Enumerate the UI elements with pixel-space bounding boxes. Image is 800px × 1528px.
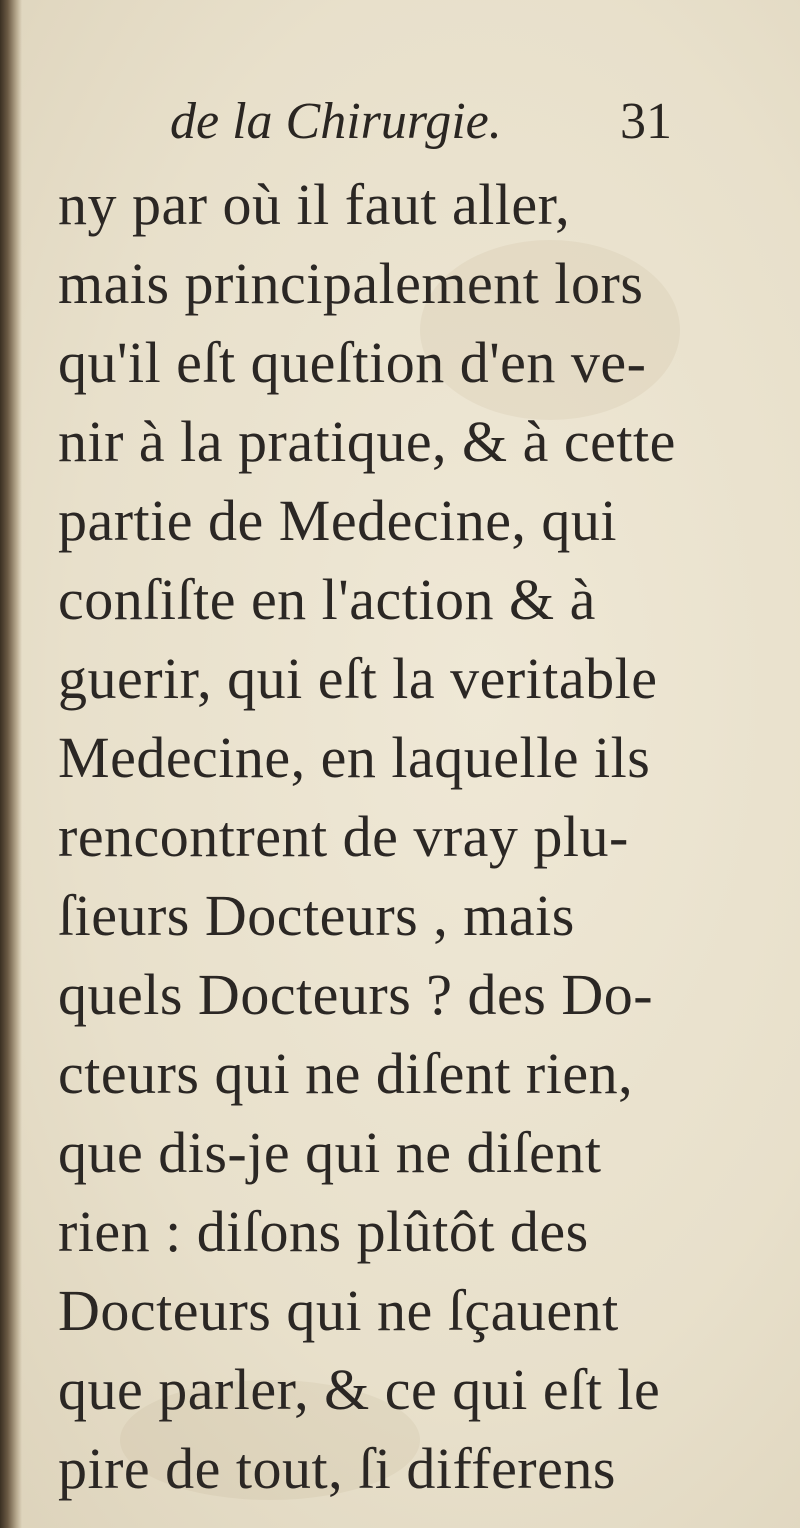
text-line: guerir, qui eſt la veritable [58,646,658,711]
text-line: mais principalement lors [58,251,644,316]
text-line: partie de Medecine, qui [58,488,618,553]
running-title: de la Chirurgie. [170,93,502,150]
text-line: rien : diſons plûtôt des [58,1199,589,1264]
text-line: Docteurs qui ne ſçauent [58,1278,619,1343]
text-line: ny par où il faut aller, [58,172,571,237]
text-line: cteurs qui ne diſent rien, [58,1041,634,1106]
text-line: que parler, & ce qui eſt le [58,1357,661,1422]
text-line: que dis-je qui ne diſent [58,1120,602,1185]
book-binding-edge [0,0,22,1528]
text-line: ſieurs Docteurs , mais [58,883,575,948]
text-line: nir à la pratique, & à cette [58,409,676,474]
text-line: Medecine, en laquelle ils [58,725,651,790]
page-header [170,92,690,162]
text-line: rencontrent de vray plu- [58,804,629,869]
body-text [58,165,698,1508]
text-line: conſiſte en l'action & à [58,567,596,632]
page-number: 31 [620,93,672,150]
text-line: qu'il eſt queſtion d'en ve- [58,330,647,395]
text-line: pire de tout, ſi differens [58,1436,616,1501]
text-line: quels Docteurs ? des Do- [58,962,654,1027]
